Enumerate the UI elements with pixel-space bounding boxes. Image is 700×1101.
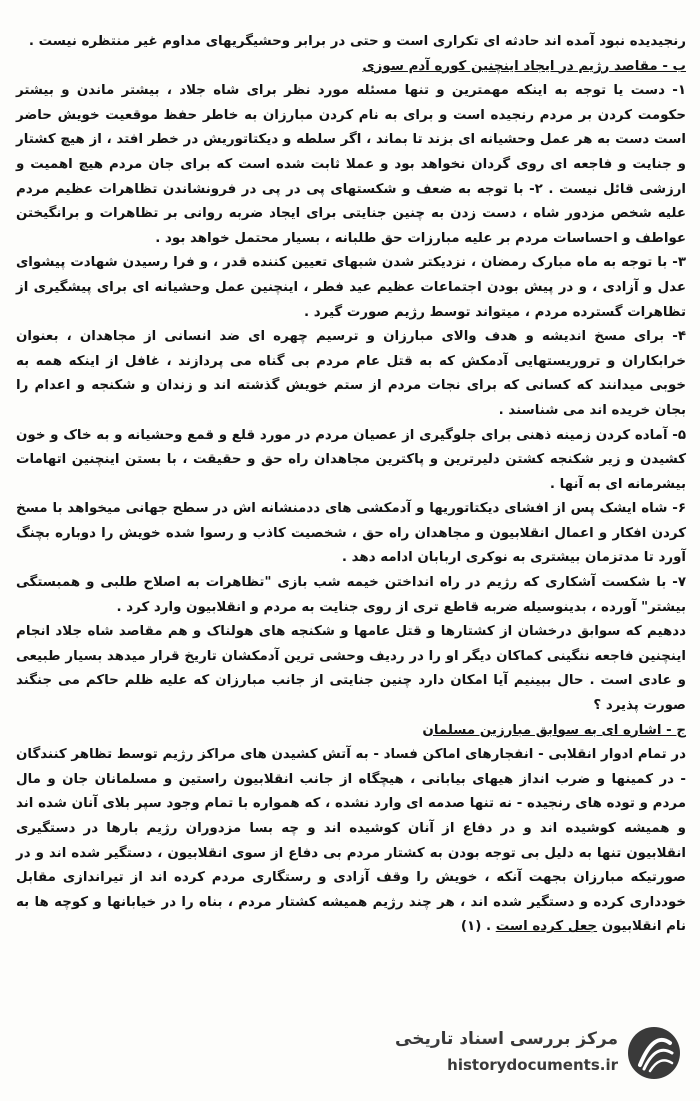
- closing-underlined: جعل کرده است: [495, 919, 598, 935]
- paragraph-1-2: ۱- دست یا توجه به اینکه مهمترین و تنها مسئله مورد نظر برای شاه جلاد ، بیشتر ماندن و بیشتر حکومت کردن بر مردم رنجیده است و برای به نام کردن مبارزان به خاطر حفظ موقعیت خویش حاضر است دست به هر عمل وحشیانه ای بزند تا بماند ، اگر سلطه و دیکتاتوریش در خطر افتد ، از هیچ کشتار و جنایت و فاجعه ای روی گردان نخواهد بود و عملا ثابت شده است که برای جان مردم هیچ اهمیت و ارزشی قائل نیست . ۲- با توجه به ضعف و شکستهای پی در پی در فرونشاندن تظاهرات عظیم مردم علیه شخص مزدور شاه ، دست زدن به چنین جنایتی برای ایجاد ضربه روانی بر تظاهرات و برانگیختن عواطف و احساسات مردم بر علیه مبارزات حق طلبانه ، بسیار محتمل خواهد بود .: [16, 83, 687, 246]
- watermark-url: historydocuments.ir: [447, 1056, 618, 1074]
- paragraph-3: ۳- با توجه به ماه مبارک رمضان ، نزدیکتر شدن شبهای تعیین کننده قدر ، و فرا رسیدن شهادت پیشوای عدل و آزادی ، و در پیش بودن اجتماعات عظیم عید فطر ، اینچنین عمل وحشیانه ای برای پیشگیری از تظاهرات گسترده مردم ، میتواند توسط رژیم صورت گیرد .: [16, 255, 686, 320]
- section-heading-b: ب - مقاصد رژیم در ایجاد اینچنین کوره آدم سوزی: [362, 58, 686, 74]
- paragraph-4: ۴- برای مسخ اندیشه و هدف والای مبارزان و ترسیم چهره ای ضد انسانی از مجاهدان ، بعنوان خرابکاران و تروریستهایی آدمکش که به قتل عام مردم بی گناه می پردازند ، غافل از اینکه همه به خوبی میدانند که کسانی که برای نجات مردم از ستم خویش گذشته اند و زندان و شکنجه و اعدام را بجان خریده اند می شناسند .: [16, 329, 686, 418]
- document-body: [16, 30, 686, 940]
- footnote-reference: . (۱): [460, 919, 492, 935]
- closing-paragraph: [16, 743, 686, 940]
- watermark-title: مرکز بررسی اسناد تاریخی: [395, 1029, 618, 1049]
- paragraph-conclusion: ددهیم که سوابق درخشان از کشتارها و قتل عامها و شکنجه های هولناک و هم مقاصد شاه جلاد انجام اینچنین فاجعه ننگینی کماکان دیگر او را در ردیف وحشی ترین آدمکشان تاریخ قرار میدهد بسیار طبیعی و عادی است . حال ببینیم آیا امکان دارد چنین جنایتی از جانب مبارزان که علیه ظلم حاکم می جنگند صورت پذیرد ؟: [16, 624, 686, 714]
- closing-text: در تمام ادوار انقلابی - انفجارهای اماکن فساد - به آتش کشیدن های مراکز رژیم توسط تظاهر کنندگان - در کمینها و ضرب انداز هیهای بیابانی ، هیچگاه از جانب انقلابیون راستین و مسلمانان جان و مال مردم و توده های رنجیده - نه تنها صدمه ای وارد نشده ، که همواره با تمام وجود سپر بلای آنان شده اند و همیشه کوشیده اند و در دفاع از آنان کوشیده اند و چه بسا مزدوران رژیم بارها در دستگیری انقلابیون تنها به دلیل بی توجه بودن به کشتار مردم بی دفاع از سوی انقلابیون ، دستگیر شده اند و در صورتیکه مبارزان بجهت آنکه ، خویش را وقف آزادی و رستگاری مردم کرده اند از تیراندازی مقابل خودداری کرده و دستگیر شده اند ، هر چند رژیم همیشه کشتار مردم ، بناه را در خیابانها و کوچه ها به نام انقلابیون: [16, 747, 686, 935]
- archive-watermark: [392, 1025, 682, 1083]
- paragraph-6: ۶- شاه ایشک پس از افشای دیکتاتوریها و آدمکشی های ددمنشانه اش در سطح جهانی میخواهد با مسخ کردن افکار و اعمال انقلابیون و مجاهدان راه حق ، شخصیت کاذب و رسوا شده خویش را دوباره بچنگ آورد تا مدتزمان بیشتری به نوکری اربابان ادامه دهد .: [16, 501, 686, 566]
- archive-emblem-icon: [626, 1025, 682, 1081]
- paragraph-7: ۷- با شکست آشکاری که رژیم در راه انداختن خیمه شب بازی "تظاهرات به اصلاح طلبی و همبستگی بیشتر" آورده ، بدینوسیله ضربه قاطع تری از روی جنایت به مردم و انقلابیون وارد کرد .: [16, 575, 686, 615]
- paragraph-5: ۵- آماده کردن زمینه ذهنی برای جلوگیری از عصیان مردم در مورد قلع و قمع وحشیانه و به خاک و خون کشیدن و زیر شکنجه کشتن دلیرترین و پاکترین مجاهدان راه حق و حقیقت ، با بستن اینچنین اتهامات بیشرمانه ای به آنها .: [16, 427, 686, 492]
- section-heading-c: ج - اشاره ای به سوابق مبارزین مسلمان: [422, 722, 686, 738]
- intro-line: رنجیدیده نبود آمده اند حادثه ای تکراری است و حتی در برابر وحشیگریهای مداوم غیر منتظره نیست .: [28, 34, 686, 49]
